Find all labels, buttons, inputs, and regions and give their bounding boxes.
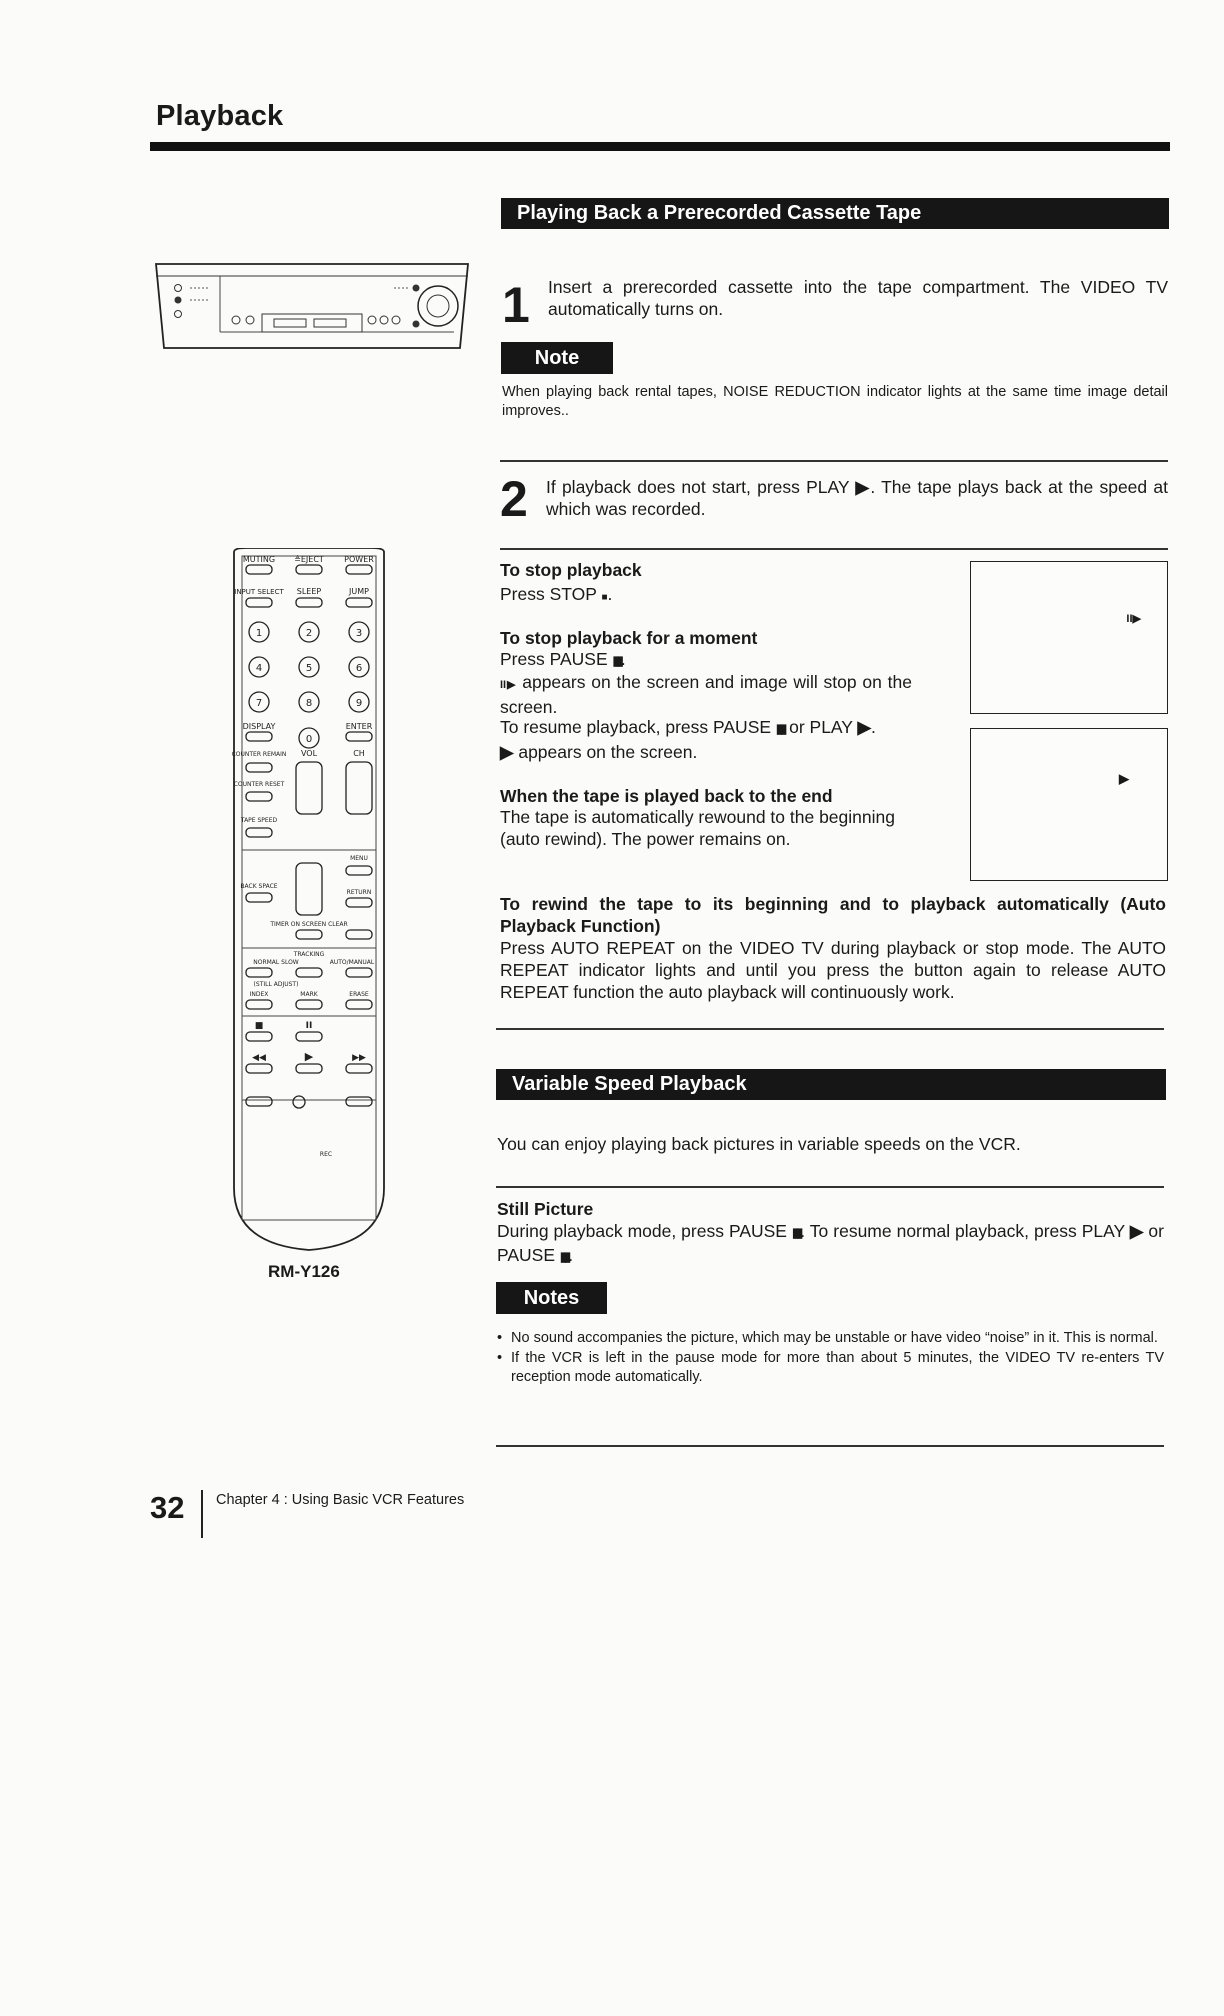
stop-text-part: Press STOP [500,584,597,604]
remote-digit-4: 4 [255,663,263,674]
list-item: • No sound accompanies the picture, which may be unstable or have video “noise” in it. This is normal. [497,1329,1164,1348]
screen-play-illustration [970,728,1168,881]
step-2-text-part: If playback does not start, press PLAY [546,477,850,497]
page-number: 32 [150,1490,185,1525]
resume-text [500,716,912,740]
remote-label-return: RETURN [346,889,372,896]
remote-label-ch: CH [353,749,365,758]
remote-digit-0: 0 [305,734,313,745]
remote-rewind-icon: ◀◀ [252,1053,266,1063]
remote-label-normal-slow: NORMAL SLOW [253,959,299,966]
remote-label-auto-manual: AUTO/MANUAL [329,959,375,966]
play-icon: ▶ [855,477,871,497]
list-item: • If the VCR is left in the pause mode for more than about 5 minutes, the VIDEO TV re-enters TV reception mode automatically. [497,1349,1164,1387]
still-picture-text-part: During playback mode, press PAUSE [497,1221,787,1241]
pause-icon: ▮▮ [612,653,621,668]
chapter-label: Chapter 4 : Using Basic VCR Features [216,1492,465,1508]
stop-icon: ■ [601,592,608,603]
stop-text-part: . [607,584,613,604]
resume-text-part: To resume playback, press PAUSE [500,717,772,737]
remote-digit-8: 8 [305,698,313,709]
resume-text-part: . [871,717,876,737]
remote-label-back-space: BACK SPACE [240,883,278,890]
remote-fast-forward-icon: ▶▶ [352,1053,366,1063]
remote-label-tape-speed: TAPE SPEED [240,817,278,824]
still-picture-text-part: . To resume normal playback, press PLAY [800,1221,1125,1241]
remote-pause-icon: II [305,1021,313,1031]
end-heading: When the tape is played back to the end [500,786,833,806]
step-1-number: 1 [502,277,530,333]
variable-speed-intro: You can enjoy playing back pictures in variable speeds on the VCR. [497,1134,1021,1154]
still-picture-text-part: . [568,1245,574,1265]
notes-label: Notes [496,1282,607,1314]
end-text: The tape is automatically rewound to the beginning (auto rewind). The power remains on. [500,807,895,849]
pause-heading: To stop playback for a moment [500,628,758,648]
remote-label-erase: ERASE [349,991,369,998]
remote-digit-7: 7 [255,698,263,709]
play-icon: ▶ [1129,1221,1144,1241]
pause-text-part: Press PAUSE [500,649,608,669]
remote-label-mark: MARK [300,991,318,998]
page-title: Playback [156,100,284,132]
still-picture-heading: Still Picture [497,1199,594,1219]
remote-label-menu: MENU [350,855,368,862]
remote-digit-9: 9 [355,698,363,709]
divider [496,1028,1164,1030]
still-indicator-icon: II▶ [500,679,517,691]
divider [500,460,1168,462]
stop-text [500,583,612,609]
remote-label-counter-remain: COUNTER REMAIN [231,751,287,758]
step-2-number: 2 [500,471,528,527]
title-rule [150,142,1170,151]
remote-digit-6: 6 [355,663,363,674]
divider [496,1445,1164,1447]
resume-text-part: or PLAY [789,717,853,737]
remote-label-index: INDEX [249,991,269,998]
remote-label-counter-reset: COUNTER RESET [233,781,285,788]
divider [500,548,1168,550]
remote-label-still-adjust: (STILL ADJUST) [253,981,299,988]
remote-digit-5: 5 [305,663,313,674]
still-picture-text [497,1220,1164,1268]
still-indicator-text [500,671,912,718]
pause-text [500,648,626,672]
screen-pause-illustration [970,561,1168,714]
step-2-text [546,476,1168,520]
vcr-front-panel-illustration [154,262,474,352]
remote-stop-icon: ■ [254,1021,264,1031]
pause-icon: ▮▮ [791,1225,801,1240]
remote-label-sleep: SLEEP [296,587,322,596]
pause-text-part: . [620,649,626,669]
remote-model-label: RM-Y126 [268,1262,340,1281]
pause-screen-indicator-icon: II▶ [1126,613,1141,625]
footer-divider [201,1490,203,1538]
remote-label-tracking: TRACKING [293,951,325,958]
note-text: When playing back rental tapes, NOISE REDUCTION indicator lights at the same time image detail improves.. [502,384,1168,419]
remote-label-enter: ENTER [345,722,373,731]
remote-label-jump: JUMP [349,587,369,596]
play-screen-indicator-icon: ▶ [1119,771,1129,786]
remote-label-display: DISPLAY [242,722,276,731]
remote-control-illustration [226,548,392,1254]
section-header-variable-speed: Variable Speed Playback [496,1069,1166,1100]
pause-icon: ▮▮ [559,1249,569,1264]
play-indicator-desc: appears on the screen. [518,742,698,762]
remote-label-timer-on-screen-clear: TIMER ON SCREEN CLEAR [270,921,348,928]
remote-label-muting: MUTING [242,555,276,564]
step-1-text: Insert a prerecorded cassette into the tape compartment. The VIDEO TV automatically turns on. [548,277,1168,319]
play-icon: ▶ [857,717,872,737]
remote-digit-1: 1 [255,628,263,639]
note-label: Note [501,342,613,374]
stop-heading: To stop playback [500,560,642,580]
section-header-playing-back: Playing Back a Prerecorded Cassette Tape [501,198,1169,229]
remote-digit-2: 2 [305,628,313,639]
remote-label-eject: ≜EJECT [294,555,324,564]
play-indicator-text [500,741,697,763]
notes-list [497,1329,1164,1388]
divider [496,1186,1164,1188]
pause-icon: ▮▮ [775,721,785,736]
remote-label-rec: REC [319,1151,333,1158]
auto-repeat-text: Press AUTO REPEAT on the VIDEO TV during playback or stop mode. The AUTO REPEAT indicator lights and until you press the button again to release AUTO REPEAT function the auto playback will continuously work. [500,938,1166,1002]
remote-label-power: POWER [344,555,374,564]
still-indicator-desc: appears on the screen and image will stop on the screen. [500,672,912,717]
step-2-text-part: . The tape plays back at the speed at which was recorded. [546,477,1168,519]
remote-digit-3: 3 [355,628,363,639]
still-picture-text-part: or PAUSE [497,1221,1164,1265]
play-indicator-icon: ▶ [500,742,514,762]
auto-repeat-heading: To rewind the tape to its beginning and to playback automatically (Auto Playback Function) [500,894,1166,936]
remote-play-icon: ▶ [304,1050,314,1063]
remote-label-vol: VOL [300,749,318,758]
remote-label-input-select: INPUT SELECT [234,588,284,596]
